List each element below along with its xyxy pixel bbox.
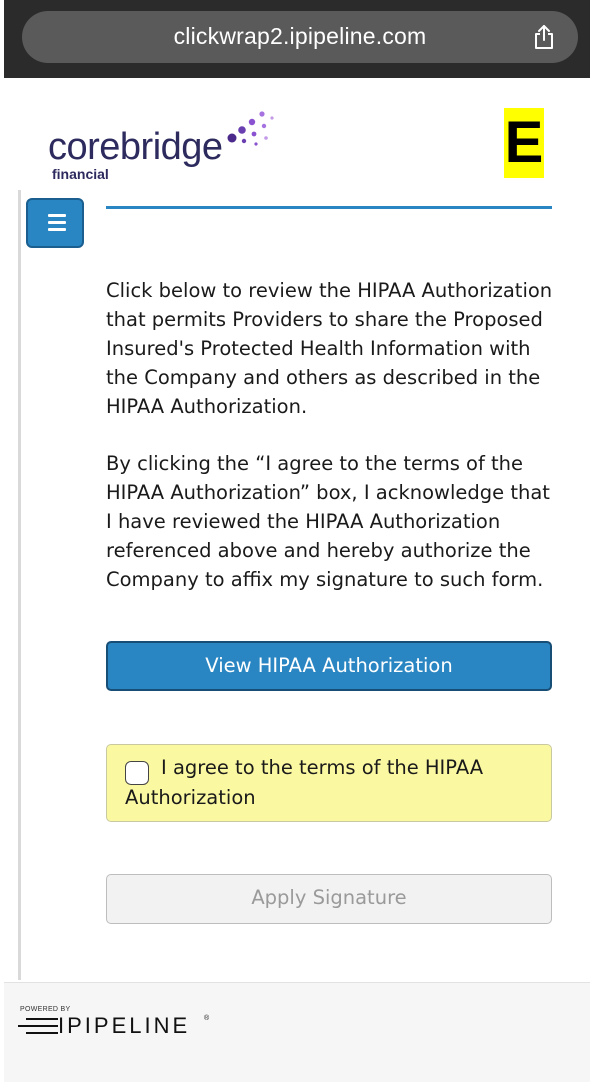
page-content <box>4 78 590 1086</box>
menu-button[interactable] <box>26 198 84 248</box>
logo-subtitle: financial <box>52 166 109 182</box>
header-divider <box>106 206 552 209</box>
badge-letter: E <box>504 110 544 175</box>
corebridge-logo <box>48 108 278 182</box>
powered-by-label: POWERED BY <box>20 1006 71 1013</box>
share-icon[interactable] <box>530 23 558 51</box>
intro-paragraph: Click below to review the HIPAA Authorization that permits Providers to share the Proposed Insured's Protected Health Information with the Company and others as described in the HIPAA Authorization. <box>106 279 553 418</box>
agree-container[interactable] <box>106 744 552 822</box>
logo-dots-icon <box>226 108 276 148</box>
view-hipaa-button[interactable]: View HIPAA Authorization <box>106 641 552 691</box>
registered-mark: ® <box>204 1015 210 1022</box>
ipipeline-lines-icon <box>18 1018 58 1034</box>
url-text[interactable]: clickwrap2.ipipeline.com <box>173 23 427 49</box>
apply-signature-button[interactable]: Apply Signature <box>106 874 552 924</box>
footer <box>4 982 590 1082</box>
left-rail <box>18 190 21 980</box>
agree-label[interactable]: I agree to the terms of the HIPAA Authorization <box>125 756 484 809</box>
address-bar[interactable] <box>22 11 578 63</box>
main-content <box>106 276 556 622</box>
consent-paragraph: By clicking the “I agree to the terms of the HIPAA Authorization” box, I acknowledge that I have reviewed the HIPAA Authorization referenced above and hereby authorize the Company to affix my signature to such form. <box>106 452 550 591</box>
browser-toolbar <box>4 0 590 78</box>
logo-wordmark: corebridge <box>48 126 223 168</box>
ipipeline-logo <box>18 1013 218 1039</box>
ipipeline-wordmark: IPIPELINE <box>58 1013 191 1038</box>
e-badge-logo <box>504 108 544 178</box>
